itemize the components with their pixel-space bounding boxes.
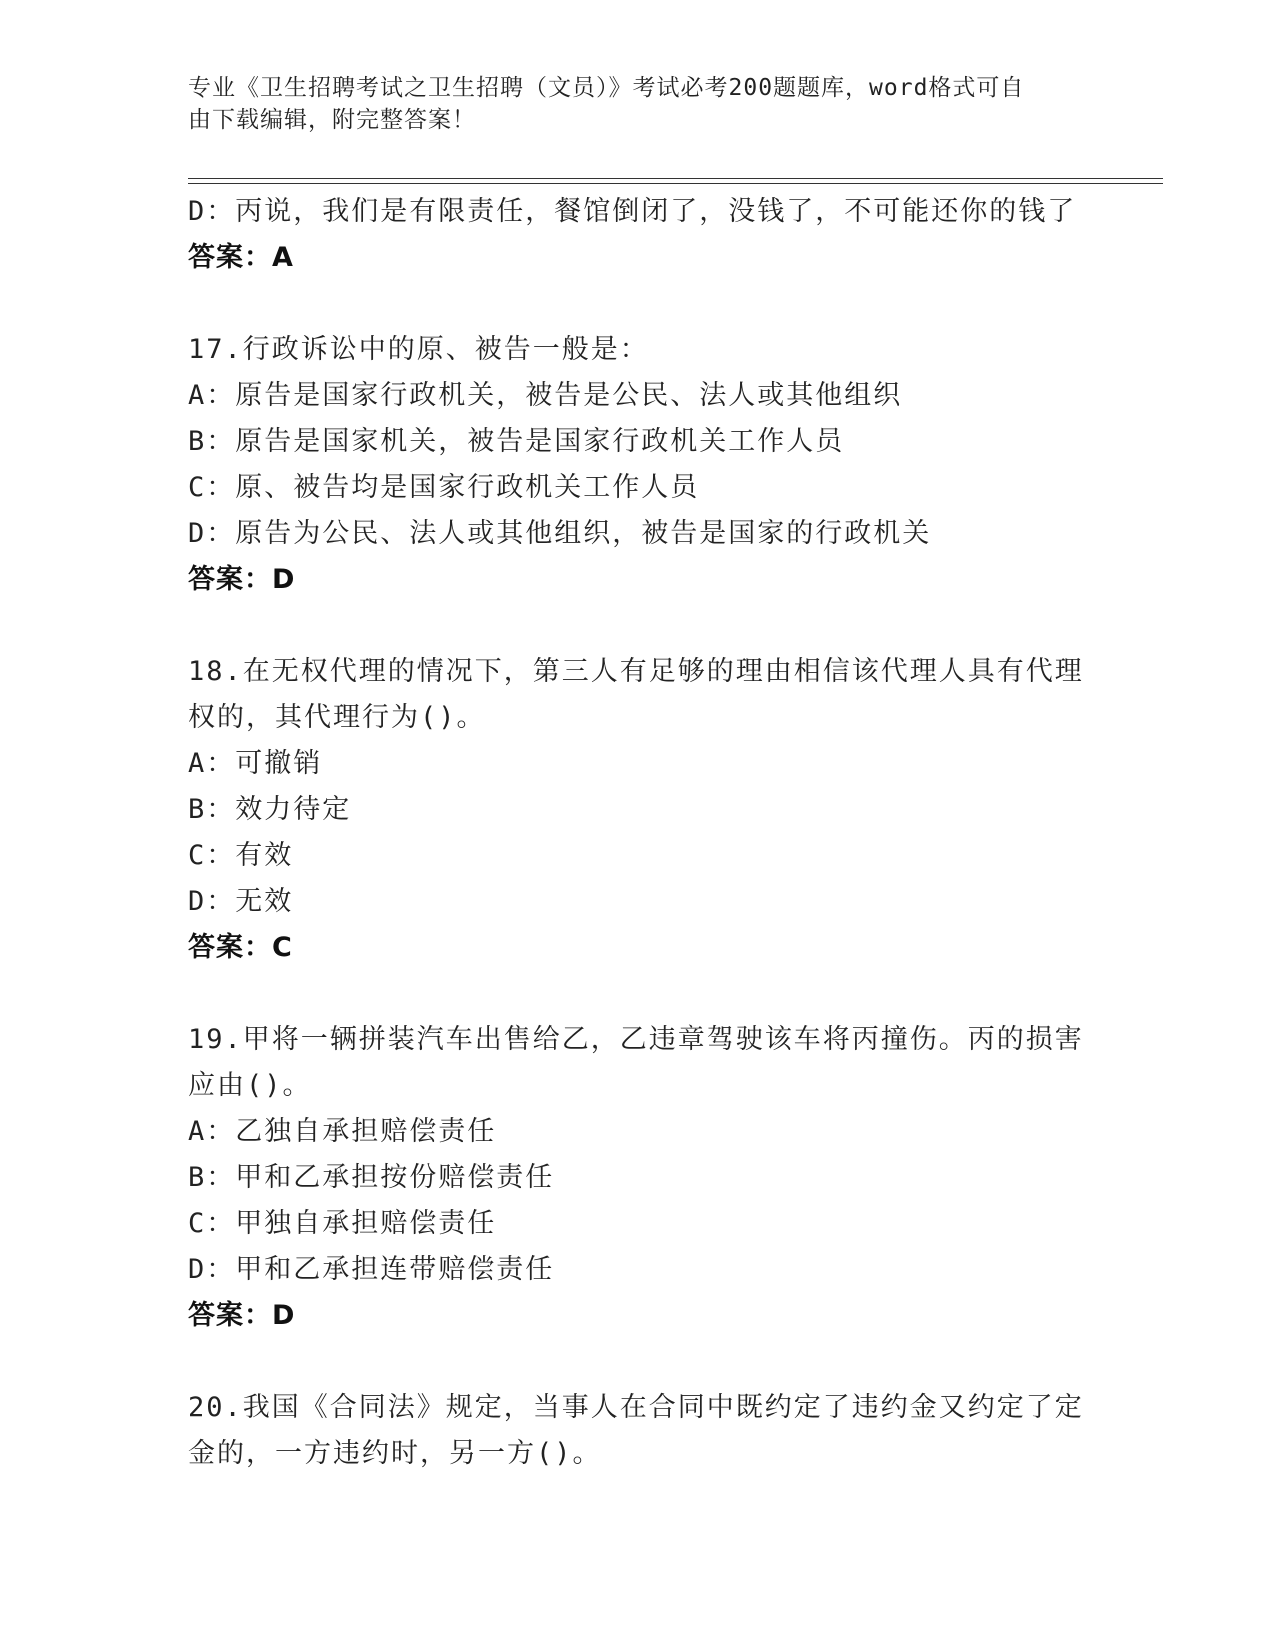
spacer [188,971,1088,1017]
question-stem: 17.行政诉讼中的原、被告一般是： [188,334,649,365]
option-b: B：效力待定 [188,794,352,825]
option-d: D：甲和乙承担连带赔偿责任 [188,1254,555,1285]
option-b: B：甲和乙承担按份赔偿责任 [188,1162,555,1193]
question-20 [188,1385,1088,1477]
question-stem-continued: 金的，一方违约时，另一方()。 [188,1438,602,1469]
option-b: B：原告是国家机关，被告是国家行政机关工作人员 [188,426,845,457]
option-d: D：丙说，我们是有限责任，餐馆倒闭了，没钱了，不可能还你的钱了 [188,196,1077,227]
answer-line: 答案：C [188,932,293,963]
option-c: C：甲独自承担赔偿责任 [188,1208,497,1239]
spacer [188,603,1088,649]
question-stem-continued: 应由()。 [188,1070,312,1101]
question-19 [188,1017,1088,1339]
option-a: A：原告是国家行政机关，被告是公民、法人或其他组织 [188,380,903,411]
option-c: C：原、被告均是国家行政机关工作人员 [188,472,700,503]
question-stem-continued: 权的，其代理行为()。 [188,702,486,733]
option-a: A：乙独自承担赔偿责任 [188,1116,497,1147]
spacer [188,1339,1088,1385]
spacer [188,281,1088,327]
answer-line: 答案：D [188,1300,296,1331]
question-content [188,189,1088,1477]
option-c: C：有效 [188,840,294,871]
question-stem: 20.我国《合同法》规定，当事人在合同中既约定了违约金又约定了定 [188,1392,1084,1423]
document-header [188,72,1078,136]
question-stem: 18.在无权代理的情况下，第三人有足够的理由相信该代理人具有代理 [188,656,1084,687]
header-divider-top [188,178,1163,179]
question-stem: 19.甲将一辆拼装汽车出售给乙，乙违章驾驶该车将丙撞伤。丙的损害 [188,1024,1084,1055]
header-line-1: 专业《卫生招聘考试之卫生招聘（文员）》考试必考200题题库，word格式可自 [188,75,1025,101]
previous-question-tail [188,189,1088,281]
question-18 [188,649,1088,971]
option-d: D：原告为公民、法人或其他组织，被告是国家的行政机关 [188,518,932,549]
option-a: A：可撤销 [188,748,323,779]
option-d: D：无效 [188,886,294,917]
header-divider-bottom [188,183,1163,184]
answer-line: 答案：A [188,242,294,273]
answer-line: 答案：D [188,564,296,595]
header-line-2: 由下载编辑，附完整答案！ [188,107,476,133]
question-17 [188,327,1088,603]
